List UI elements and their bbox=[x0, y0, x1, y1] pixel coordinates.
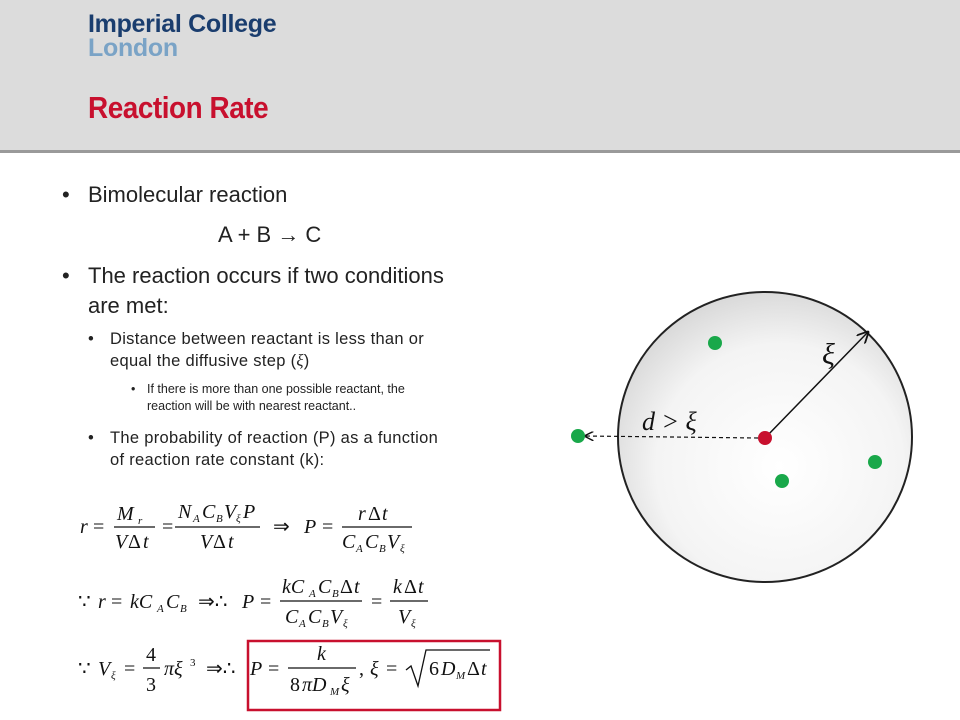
svg-text:Δ: Δ bbox=[213, 531, 226, 553]
svg-text:t: t bbox=[143, 531, 149, 553]
svg-text:D: D bbox=[441, 658, 456, 680]
svg-text:r: r bbox=[138, 515, 143, 527]
svg-text:N: N bbox=[178, 501, 192, 523]
svg-text:M: M bbox=[330, 686, 340, 698]
svg-text:=: = bbox=[386, 658, 398, 680]
svg-text:6: 6 bbox=[429, 658, 439, 680]
svg-text:A: A bbox=[356, 543, 363, 555]
center-reactant bbox=[758, 431, 772, 445]
svg-text:B: B bbox=[332, 588, 339, 600]
svg-text:t: t bbox=[382, 503, 388, 525]
svg-text:8: 8 bbox=[290, 674, 300, 696]
svg-text:kC: kC bbox=[282, 576, 305, 598]
svg-text:V: V bbox=[115, 531, 128, 553]
bullet-conditions bbox=[62, 261, 444, 321]
svg-text:M: M bbox=[456, 670, 466, 682]
svg-text:ξ: ξ bbox=[411, 618, 416, 630]
svg-text:=: = bbox=[371, 591, 383, 613]
subbullet-distance bbox=[88, 328, 425, 372]
svg-text:M: M bbox=[117, 503, 134, 525]
svg-text:ξ: ξ bbox=[343, 618, 348, 630]
svg-text:ξ: ξ bbox=[236, 513, 241, 525]
bullet-dot: • bbox=[62, 182, 70, 207]
svg-text:⇒∴: ⇒∴ bbox=[206, 658, 236, 680]
xi-label: ξ bbox=[822, 338, 835, 371]
svg-text:V: V bbox=[224, 501, 237, 523]
svg-text:=: = bbox=[124, 658, 136, 680]
svg-text:Δ: Δ bbox=[404, 576, 417, 598]
bullet-text-line1: The reaction occurs if two conditions bbox=[88, 263, 444, 288]
svg-text:=: = bbox=[162, 516, 174, 538]
svg-text:P: P bbox=[304, 516, 317, 538]
svg-text:P: P bbox=[243, 501, 256, 523]
svg-text:A: A bbox=[193, 513, 200, 525]
header-band bbox=[0, 0, 960, 153]
bullet-dot: • bbox=[131, 382, 136, 396]
svg-text:ξ: ξ bbox=[341, 674, 350, 696]
svg-text:r: r bbox=[80, 516, 88, 538]
neighbor-reactant bbox=[868, 455, 882, 469]
svg-text:A: A bbox=[309, 588, 316, 600]
svg-text:B: B bbox=[379, 543, 386, 555]
svg-text:C: C bbox=[285, 606, 299, 628]
subbullet-probability bbox=[88, 427, 439, 471]
subsubbullet-nearest bbox=[131, 381, 405, 415]
reaction-equation: A + B → C bbox=[218, 222, 322, 247]
svg-text:A: A bbox=[299, 618, 306, 630]
subbullet-line2 bbox=[110, 350, 424, 372]
svg-text:πD: πD bbox=[302, 674, 327, 696]
logo-line2: London bbox=[88, 34, 178, 62]
svg-text:k: k bbox=[317, 643, 326, 665]
svg-text:C: C bbox=[342, 531, 356, 553]
bullet-dot: • bbox=[88, 330, 95, 348]
svg-text:=: = bbox=[111, 591, 123, 613]
svg-text:kC: kC bbox=[130, 591, 153, 613]
svg-text:B: B bbox=[180, 603, 187, 615]
svg-text:B: B bbox=[322, 618, 329, 630]
svg-text:∵: ∵ bbox=[78, 658, 91, 680]
svg-text:A: A bbox=[157, 603, 164, 615]
subbullet-line1: The probability of reaction (P) as a function bbox=[110, 429, 439, 447]
svg-text:4: 4 bbox=[146, 644, 156, 666]
subsub-line1: If there is more than one possible reactant, the bbox=[147, 382, 405, 396]
svg-text:r: r bbox=[98, 591, 106, 613]
svg-text:r: r bbox=[358, 503, 366, 525]
svg-text:t: t bbox=[228, 531, 234, 553]
svg-text:B: B bbox=[216, 513, 223, 525]
subbullet-line2-text: equal the diffusive step ( bbox=[110, 352, 297, 370]
svg-text:∵: ∵ bbox=[78, 591, 91, 613]
bullet-text: Bimolecular reaction bbox=[88, 182, 288, 207]
svg-text:t: t bbox=[354, 576, 360, 598]
svg-text:⇒∴: ⇒∴ bbox=[198, 591, 228, 613]
svg-text:ξ: ξ bbox=[400, 543, 405, 555]
svg-text:P: P bbox=[242, 591, 255, 613]
subsub-line2: reaction will be with nearest reactant.. bbox=[147, 399, 357, 413]
svg-text:=: = bbox=[268, 658, 280, 680]
svg-text:Δ: Δ bbox=[340, 576, 353, 598]
svg-text:=: = bbox=[93, 516, 105, 538]
subbullet-line2: of reaction rate constant (k): bbox=[110, 451, 325, 469]
neighbor-reactant bbox=[571, 429, 585, 443]
svg-text:⇒: ⇒ bbox=[273, 516, 290, 538]
svg-text:t: t bbox=[418, 576, 424, 598]
svg-text:V: V bbox=[398, 606, 411, 628]
svg-text:ξ: ξ bbox=[370, 658, 379, 680]
bullet-dot: • bbox=[88, 429, 95, 447]
xi-symbol: ξ bbox=[296, 351, 304, 370]
svg-text:=: = bbox=[260, 591, 272, 613]
svg-text:t: t bbox=[481, 658, 487, 680]
svg-text:P: P bbox=[250, 658, 263, 680]
svg-text:ξ: ξ bbox=[111, 670, 116, 682]
svg-text:C: C bbox=[166, 591, 180, 613]
formula-block bbox=[60, 490, 530, 715]
page-title: Reaction Rate bbox=[88, 90, 269, 125]
bullet-dot: • bbox=[62, 263, 70, 288]
svg-text:Δ: Δ bbox=[128, 531, 141, 553]
bullet-text-line2: are met: bbox=[88, 293, 169, 318]
distance-label: d > ξ bbox=[642, 407, 697, 436]
logo-line1: Imperial College bbox=[88, 10, 277, 38]
subbullet-line2-close: ) bbox=[303, 352, 310, 370]
svg-text:C: C bbox=[365, 531, 379, 553]
svg-text:C: C bbox=[202, 501, 216, 523]
svg-text:C: C bbox=[318, 576, 332, 598]
svg-text:C: C bbox=[308, 606, 322, 628]
svg-text:V: V bbox=[387, 531, 400, 553]
svg-text:Δ: Δ bbox=[467, 658, 480, 680]
svg-text:k: k bbox=[393, 576, 402, 598]
neighbor-reactant bbox=[708, 336, 722, 350]
svg-text:,: , bbox=[359, 658, 364, 680]
neighbor-reactant bbox=[775, 474, 789, 488]
svg-text:V: V bbox=[200, 531, 213, 553]
svg-text:3: 3 bbox=[190, 657, 196, 669]
bullet-bimolecular bbox=[62, 182, 288, 208]
svg-text:3: 3 bbox=[146, 674, 156, 696]
subbullet-line1: Distance between reactant is less than or bbox=[110, 330, 425, 348]
svg-text:πξ: πξ bbox=[164, 658, 183, 680]
svg-text:V: V bbox=[330, 606, 343, 628]
sphere-diagram bbox=[560, 280, 950, 600]
svg-text:V: V bbox=[98, 658, 111, 680]
svg-text:=: = bbox=[322, 516, 334, 538]
svg-text:Δ: Δ bbox=[368, 503, 381, 525]
